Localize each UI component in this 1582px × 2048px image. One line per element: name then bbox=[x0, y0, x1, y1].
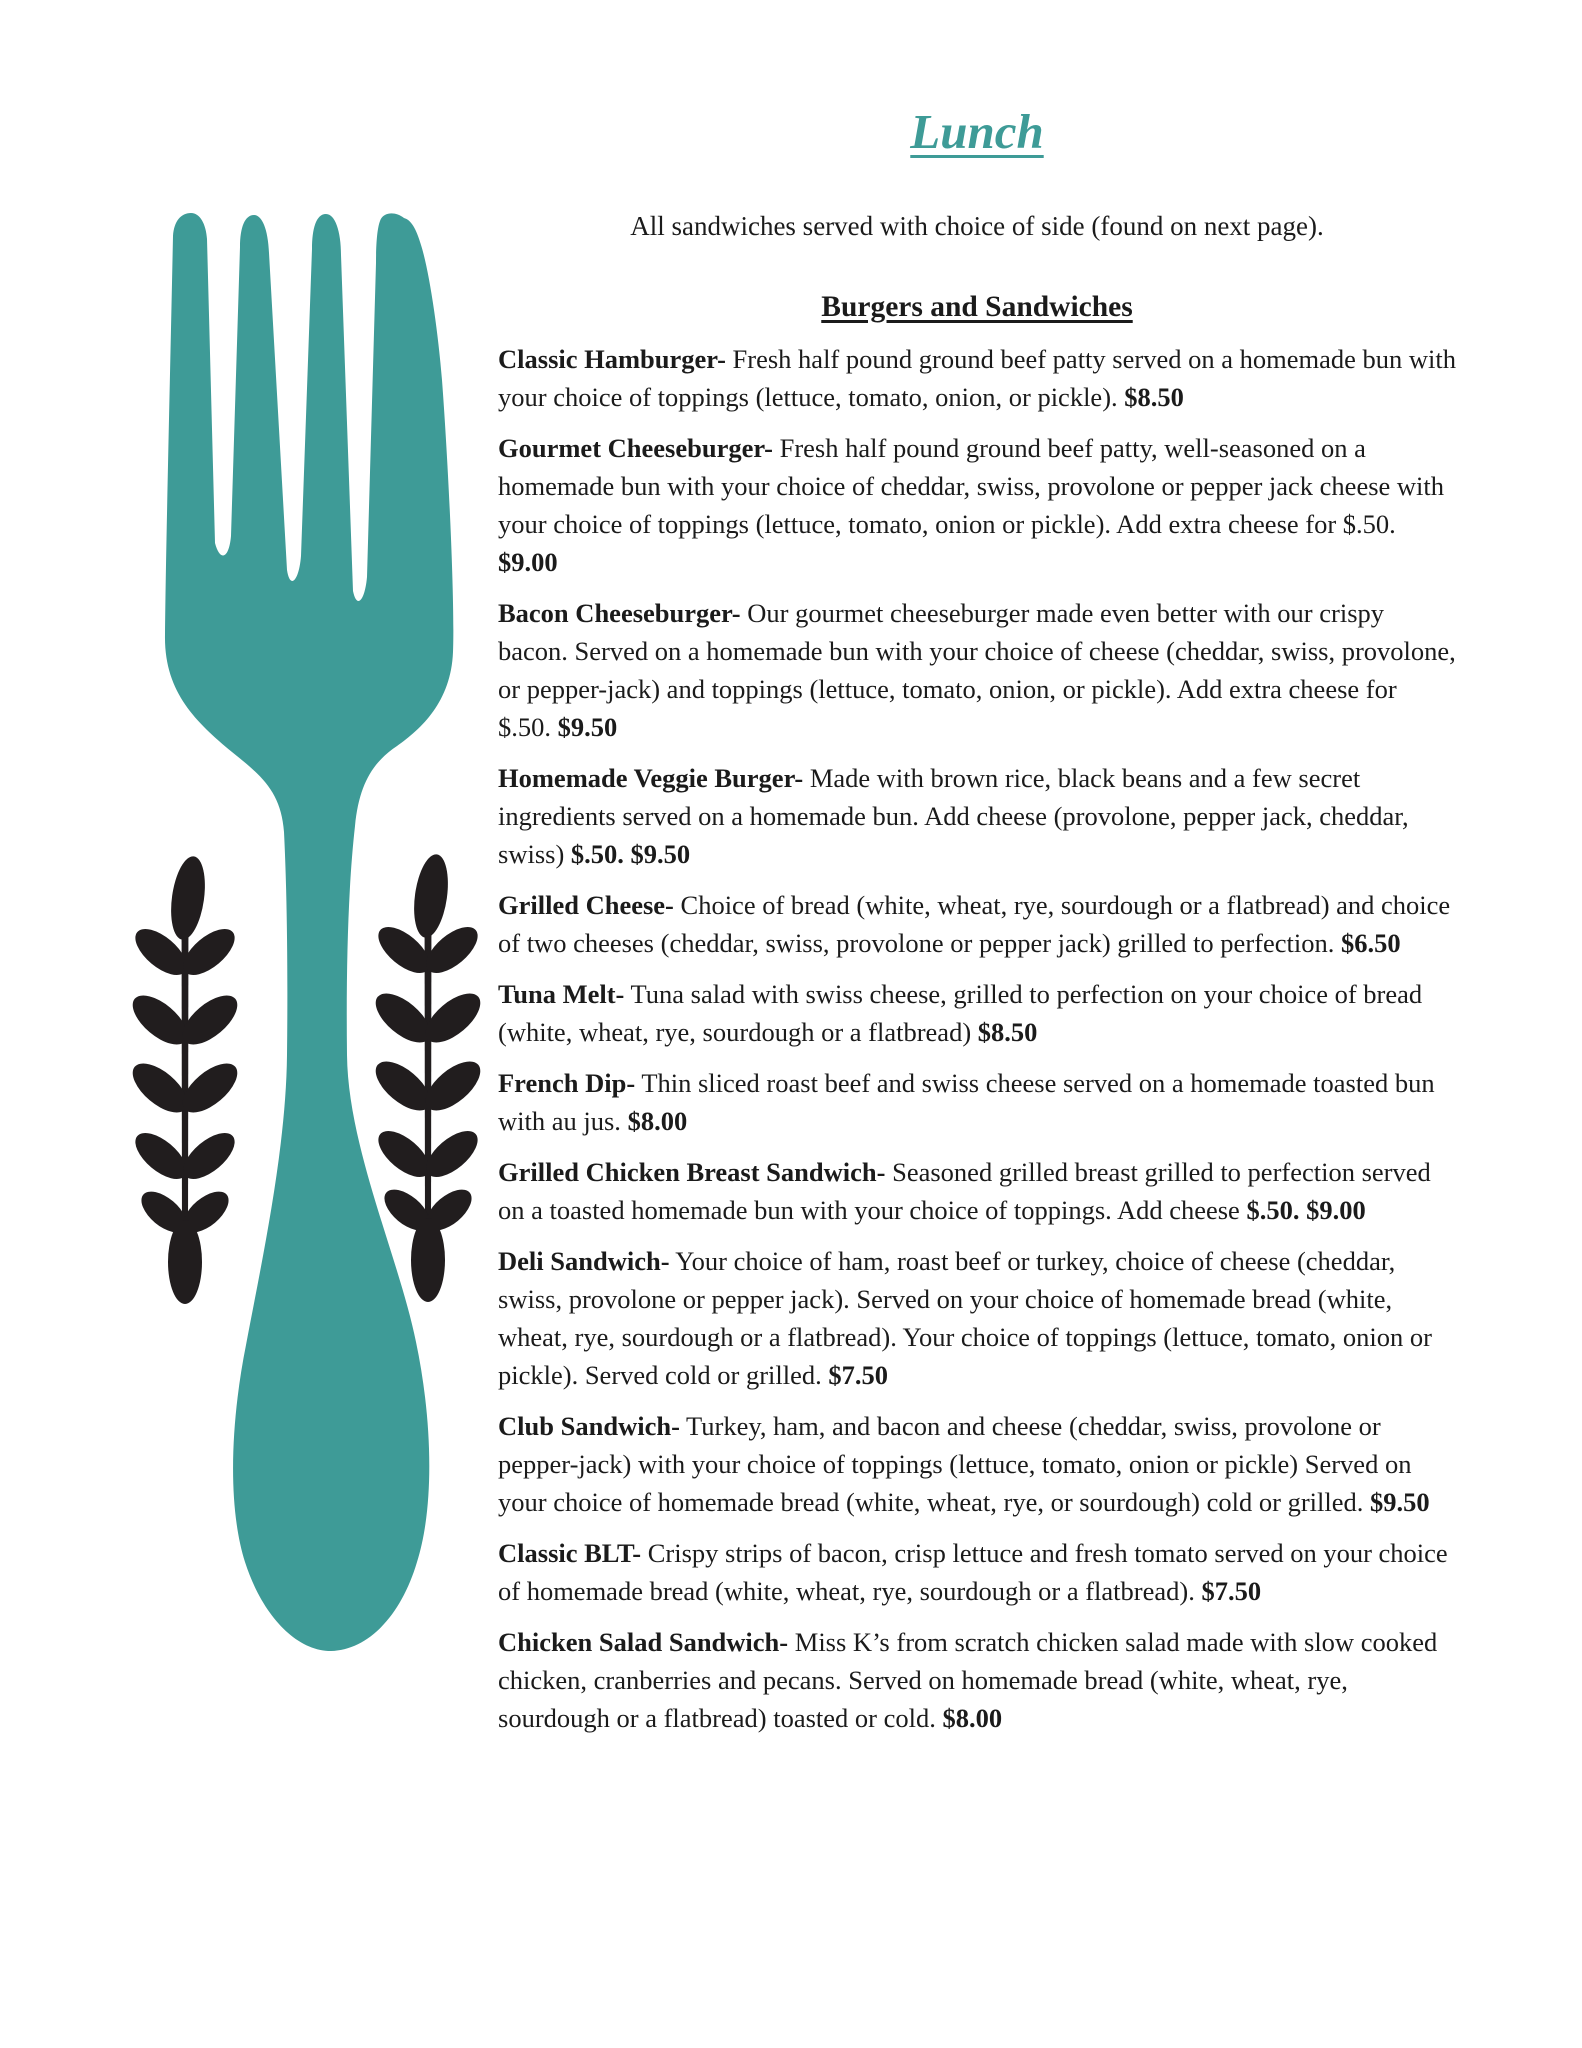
item-name: Bacon Cheeseburger- bbox=[498, 598, 741, 628]
item-name: French Dip- bbox=[498, 1068, 636, 1098]
item-name: Grilled Chicken Breast Sandwich- bbox=[498, 1157, 886, 1187]
item-price: $9.00 bbox=[1306, 1195, 1366, 1225]
item-price: $9.50 bbox=[630, 839, 691, 869]
leaf-sprig-left-icon bbox=[124, 854, 245, 1304]
item-price: $7.50 bbox=[1201, 1576, 1262, 1606]
menu-subtitle: All sandwiches served with choice of side (found on next page). bbox=[630, 211, 1324, 241]
item-name: Tuna Melt- bbox=[498, 979, 625, 1009]
item-name: Classic Hamburger- bbox=[498, 344, 726, 374]
menu-item: Chicken Salad Sandwich- Miss K’s from scratch chicken salad made with slow cooked chicken, cranberries and pecans. Served on homemade bread (white, wheat, rye, sourdough or a flatbread) toasted or cold. $8.00 bbox=[498, 1627, 1438, 1733]
item-name: Gourmet Cheeseburger- bbox=[498, 433, 773, 463]
menu-decoration bbox=[0, 0, 520, 1750]
item-price: $9.50 bbox=[1370, 1487, 1430, 1517]
item-addon-price: $.50. bbox=[570, 839, 631, 869]
item-addon-price: $.50. bbox=[1246, 1195, 1307, 1225]
item-price: $8.00 bbox=[627, 1106, 688, 1136]
menu-item: Club Sandwich- Turkey, ham, and bacon and cheese (cheddar, swiss, provolone or pepper-jack) with your choice of toppings (lettuce, tomato, onion or pickle) Served on your choice of homemade bread (white, wheat, rye, or sourdough) cold or grilled. $9.50 bbox=[498, 1411, 1430, 1517]
menu-item: French Dip- Thin sliced roast beef and swiss cheese served on a homemade toasted bun with au jus. $8.00 bbox=[498, 1068, 1435, 1136]
item-price: $6.50 bbox=[1340, 928, 1401, 958]
menu-item: Gourmet Cheeseburger- Fresh half pound ground beef patty, well-seasoned on a homemade bun with your choice of cheddar, swiss, provolone or pepper jack cheese with your choice of toppings (lettuce, tomato, onion or pickle). Add extra cheese for $.50. $9.00 bbox=[498, 433, 1445, 577]
item-price: $8.50 bbox=[977, 1017, 1038, 1047]
item-name: Classic BLT- bbox=[498, 1538, 642, 1568]
item-price: $8.50 bbox=[1124, 382, 1184, 412]
menu-item: Tuna Melt- Tuna salad with swiss cheese, grilled to perfection on your choice of bread (white, wheat, rye, sourdough or a flatbread) $8.50 bbox=[498, 979, 1423, 1047]
item-name: Deli Sandwich- bbox=[498, 1246, 670, 1276]
menu-item: Bacon Cheeseburger- Our gourmet cheeseburger made even better with our crispy bacon. Served on a homemade bun with your choice of cheese (cheddar, swiss, provolone, or pepper-jack) and toppings (lettuce, tomato, onion, or pickle). Add extra cheese for $.50. $9.50 bbox=[498, 598, 1456, 742]
item-name: Chicken Salad Sandwich- bbox=[498, 1627, 789, 1657]
fork-icon bbox=[165, 213, 453, 1651]
page-title: Lunch bbox=[910, 104, 1044, 159]
menu-items bbox=[498, 340, 1456, 1737]
item-name: Grilled Cheese- bbox=[498, 890, 674, 920]
menu-item: Deli Sandwich- Your choice of ham, roast beef or turkey, choice of cheese (cheddar, swiss, provolone or pepper jack). Served on your choice of homemade bread (white, wheat, rye, sourdough or a flatbread). Your choice of toppings (lettuce, tomato, onion or pickle). Served cold or grilled. $7.50 bbox=[498, 1246, 1432, 1390]
item-price: $7.50 bbox=[828, 1360, 889, 1390]
menu-item: Homemade Veggie Burger- Made with brown rice, black beans and a few secret ingredients served on a homemade bun. Add cheese (provolone, pepper jack, cheddar, swiss) $.50. $9.50 bbox=[498, 763, 1409, 869]
item-name: Club Sandwich- bbox=[498, 1411, 680, 1441]
item-price: $9.50 bbox=[557, 712, 618, 742]
menu-column bbox=[498, 104, 1456, 1737]
menu-item: Classic Hamburger- Fresh half pound ground beef patty served on a homemade bun with your choice of toppings (lettuce, tomato, onion, or pickle). $8.50 bbox=[498, 344, 1456, 412]
item-price: $9.00 bbox=[498, 547, 558, 577]
menu-item: Classic BLT- Crispy strips of bacon, crisp lettuce and fresh tomato served on your choice of homemade bread (white, wheat, rye, sourdough or a flatbread). $7.50 bbox=[498, 1538, 1448, 1606]
menu-item: Grilled Cheese- Choice of bread (white, wheat, rye, sourdough or a flatbread) and choice of two cheeses (cheddar, swiss, provolone or pepper jack) grilled to perfection. $6.50 bbox=[498, 890, 1451, 958]
menu-item: Grilled Chicken Breast Sandwich- Seasoned grilled breast grilled to perfection served on a toasted homemade bun with your choice of toppings. Add cheese $.50. $9.00 bbox=[498, 1157, 1431, 1225]
section-heading: Burgers and Sandwiches bbox=[821, 291, 1133, 323]
item-name: Homemade Veggie Burger- bbox=[498, 763, 804, 793]
item-price: $8.00 bbox=[942, 1703, 1003, 1733]
